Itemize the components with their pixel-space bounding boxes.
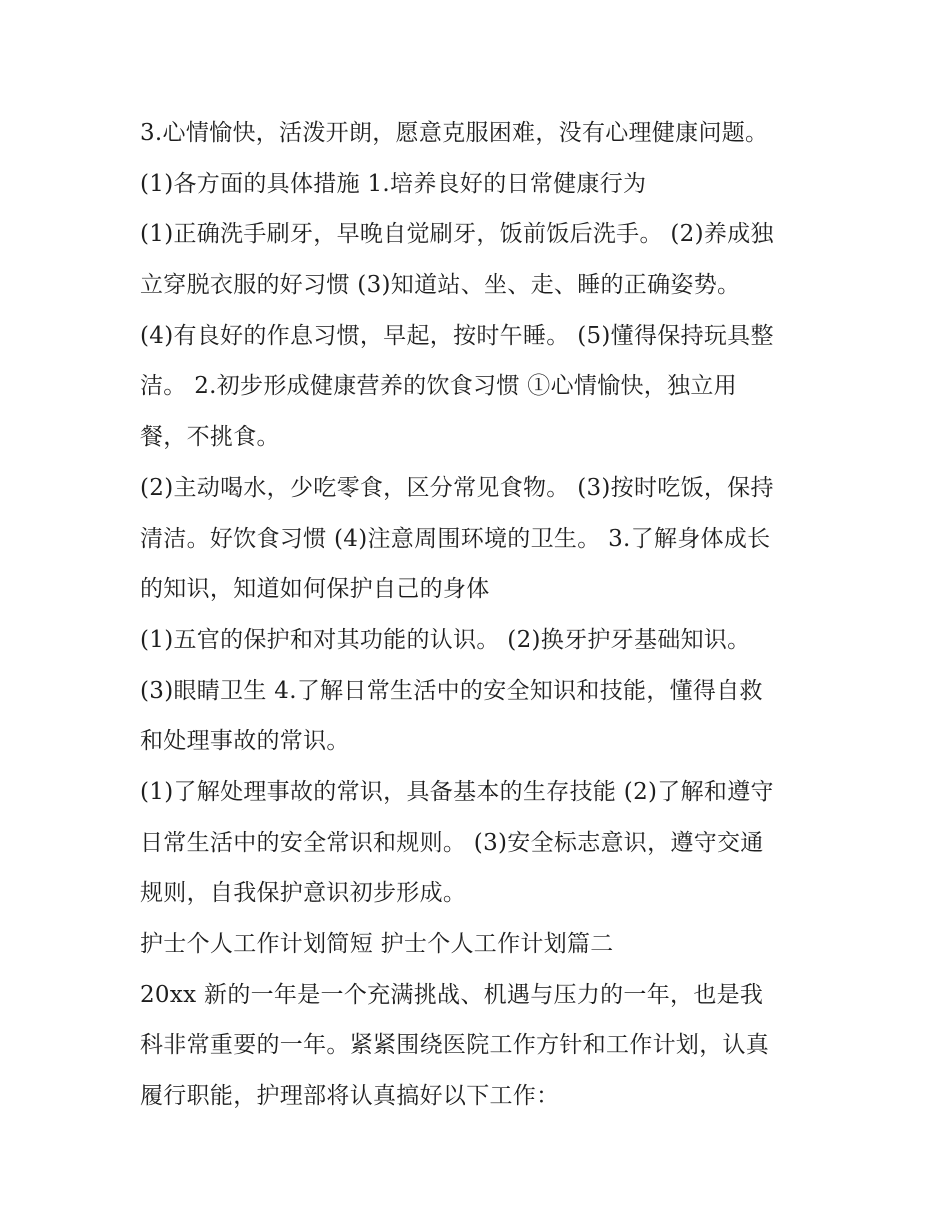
text-line: 和处理事故的常识。	[140, 728, 350, 755]
text-line: 餐，不挑食。	[140, 424, 280, 451]
text-line: (1)各方面的具体措施 1.培养良好的日常健康行为	[140, 170, 647, 197]
text-line: (3)眼睛卫生 4.了解日常生活中的安全知识和技能，懂得自救	[140, 677, 763, 704]
text-line: (4)有良好的作息习惯，早起，按时午睡。 (5)懂得保持玩具整	[140, 322, 774, 349]
text-line: 立穿脱衣服的好习惯 (3)知道站、坐、走、睡的正确姿势。	[140, 272, 741, 299]
text-line: 3.心情愉快，活泼开朗，愿意克服困难，没有心理健康问题。	[140, 120, 769, 146]
text-line: 科非常重要的一年。紧紧围绕医院工作方针和工作计划，认真	[140, 1032, 770, 1059]
text-line: 清洁。好饮食习惯 (4)注意周围环境的卫生。 3.了解身体成长	[140, 525, 771, 552]
text-line: 履行职能，护理部将认真搞好以下工作：	[140, 1083, 560, 1110]
text-line: (1)五官的保护和对其功能的认识。 (2)换牙护牙基础知识。	[140, 626, 751, 653]
text-line: (2)主动喝水，少吃零食，区分常见食物。 (3)按时吃饭，保持	[140, 474, 774, 501]
text-line: 20xx 新的一年是一个充满挑战、机遇与压力的一年，也是我	[140, 981, 764, 1008]
document-body	[140, 108, 840, 1122]
section-heading: 护士个人工作计划简短 护士个人工作计划篇二	[140, 931, 614, 957]
text-line: (1)正确洗手刷牙，早晚自觉刷牙，饭前饭后洗手。 (2)养成独	[140, 221, 774, 248]
text-line: 规则，自我保护意识初步形成。	[140, 880, 467, 907]
text-line: 日常生活中的安全常识和规则。 (3)安全标志意识，遵守交通	[140, 829, 764, 856]
text-line: (1)了解处理事故的常识，具备基本的生存技能 (2)了解和遵守	[140, 778, 774, 805]
text-line: 洁。 2.初步形成健康营养的饮食习惯 ①心情愉快，独立用	[140, 373, 737, 400]
text-line: 的知识，知道如何保护自己的身体	[140, 576, 490, 603]
